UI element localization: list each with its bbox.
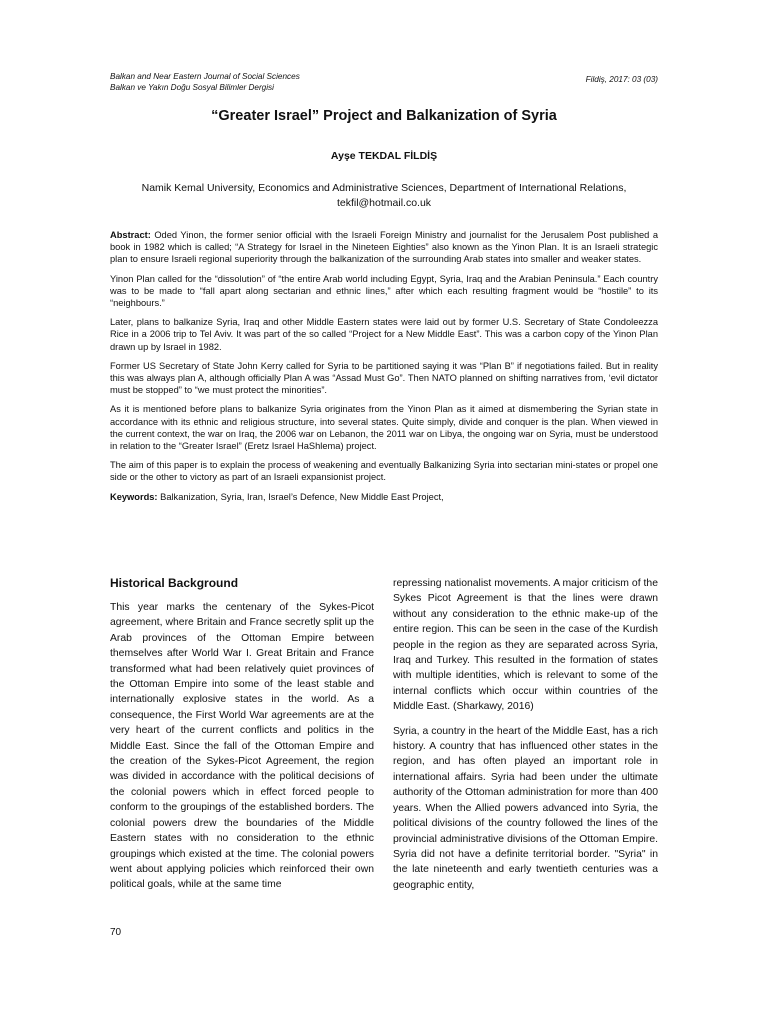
- body-column-right: [393, 576, 658, 902]
- issue-info: Fildiş, 2017: 03 (03): [585, 75, 658, 84]
- body-paragraph: This year marks the centenary of the Sykes-Picot agreement, where Britain and France secretly split up the Arab provinces of the Ottoman Empire between themselves after World War I. Great Britain and France transformed what had been relatively quiet provinces of the Ottoman Empire into some of the least stable and internationally explosive states in the world. As a consequence, the First World War agreements are at the very heart of the current conflicts and politics in the Middle East. Since the fall of the Ottoman Empire and the creation of the Sykes-Picot Agreement, the region was divided in accordance with the political decisions of the colonial powers which in effect forced people to conform to the groupings of the established borders. The colonial powers drew the boundaries of the Middle Eastern states with no consideration to the ethnic groupings which existed at the time. The colonial powers went about applying policies which reinforced their own political goals, while at the same time: [110, 602, 374, 891]
- body-column-left: [110, 575, 374, 902]
- abstract-paragraph: As it is mentioned before plans to balkanize Syria originates from the Yinon Plan as it aimed at dismembering the Syrian state in accordance with its ethnic and religious structure, into several states. Quite simply, divide and conquer is the plan. When viewed in the current context, the war on Iraq, the 2006 war on Lebanon, the 2011 war on Libya, the ongoing war on Syria, must be understood in relation to the “Greater Israel” (Eretz Israel HaShlema) project.: [110, 404, 658, 452]
- author-affiliation: Namik Kemal University, Economics and Administrative Sciences, Department of International Relations, tekfil@hotmail.co.uk: [141, 182, 627, 209]
- abstract-label: Abstract:: [110, 230, 151, 240]
- body-paragraph: Syria, a country in the heart of the Middle East, has a rich history. A country that has influenced other states in the region, and has often played an important role in international affairs. Syria had been under the ultimate authority of the Ottoman administration for more than 400 years. When the Allied powers advanced into Syria, the political divisions of the country followed the lines of the provincial administrative divisions of the Ottoman Empire. Syria did not have a definite territorial border. "Syria" in the late nineteenth and early twentieth centuries was a geographic entity,: [393, 725, 658, 891]
- paper-title: “Greater Israel” Project and Balkanization of Syria: [211, 108, 557, 124]
- journal-name: [110, 71, 300, 93]
- abstract: [110, 229, 658, 510]
- journal-name-turkish: Balkan ve Yakın Doğu Sosyal Bilimler Dergisi: [110, 83, 274, 92]
- section-heading: Historical Background: [110, 576, 239, 590]
- abstract-paragraph: The aim of this paper is to explain the process of weakening and eventually Balkanizing Syria into sectarian mini-states or propel one side or the other to victory as part of an Israeli expansionist project.: [110, 460, 658, 483]
- abstract-paragraph: Former US Secretary of State John Kerry called for Syria to be partitioned saying it was “Plan B” if negotiations failed. But in reality this was always plan A, although officially Plan A was “Assad Must Go”. Then NATO planned on shifting narratives from, ‘evil dictator must be stopped” to “we must protect the minorities”.: [110, 360, 658, 396]
- body-paragraph: repressing nationalist movements. A major criticism of the Sykes Picot Agreement is that the lines were drawn without any consideration to the ethnic make-up of the entire region. This can be seen in the case of the Kurdish people in the region as they are separated across Syria, Iraq and Turkey. This resulted in the formation of states with multiple identities, which is relevant to some of the internal conflicts which occur within countries of the Middle East. (Sharkawy, 2016): [393, 578, 658, 713]
- keywords-text: Balkanization, Syria, Iran, Israel’s Defence, New Middle East Project,: [160, 491, 444, 502]
- page-number: 70: [110, 927, 122, 938]
- abstract-paragraph: Yinon Plan called for the “dissolution” of “the entire Arab world including Egypt, Syria, Iraq and the Arabian Peninsula.” Each country was to be made to “fall apart along sectarian and ethnic lines,” after which each resulting fragment would be “hostile” to its “neighbours.”: [110, 273, 658, 309]
- keywords-label: Keywords:: [110, 491, 158, 502]
- journal-name-english: Balkan and Near Eastern Journal of Social Sciences: [110, 72, 300, 81]
- abstract-paragraph: Later, plans to balkanize Syria, Iraq and other Middle Eastern states were laid out by former U.S. Secretary of State Condoleezza Rice in a 2006 trip to Tel Aviv. It was part of the so called “Project for a New Middle East”. This was a carbon copy of the Yinon Plan drawn up by Israel in 1982.: [110, 317, 658, 352]
- abstract-text: Oded Yinon, the former senior official with the Israeli Foreign Ministry and journalist for the Jerusalem Post published a book in 1982 which is called; “A Strategy for Israel in the Nineteen Eighties” also known as the Yinon Plan. It is an Israeli strategic plan to ensure Israeli regional superiority through the balkanization of the surrounding Arab states into smaller and weaker states.: [110, 230, 659, 265]
- keywords: [110, 491, 658, 503]
- abstract-paragraph: [110, 229, 658, 266]
- author-name: Ayşe TEKDAL FİLDİŞ: [330, 150, 438, 162]
